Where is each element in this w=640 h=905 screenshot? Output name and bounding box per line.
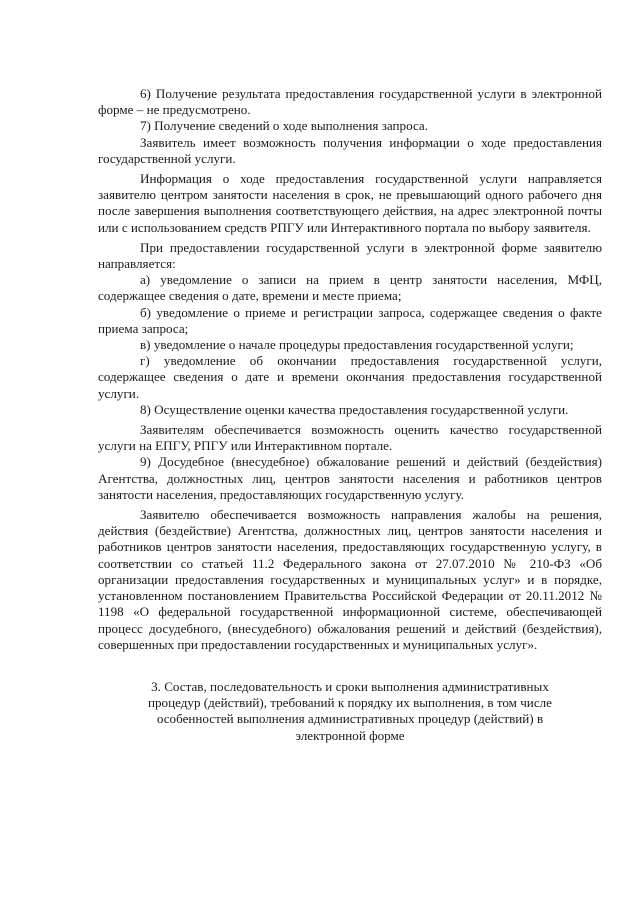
paragraph-applicant-info: Заявитель имеет возможность получения информации о ходе предоставления государственной услуги. xyxy=(98,134,602,166)
paragraph-9: 9) Досудебное (внесудебное) обжалование решений и действий (бездействия) Агентства, должностных лиц, центров занятости населения и работников центров занятости населения, предоставляющих государственную услугу. xyxy=(98,454,602,502)
paragraph-6: 6) Получение результата предоставления государственной услуги в электронной форме – не предусмотрено. xyxy=(98,86,602,118)
paragraph-notification-v: в) уведомление о начале процедуры предоставления государственной услуги; xyxy=(140,337,574,353)
heading-line: электронной форме xyxy=(295,727,405,743)
heading-line: 3. Состав, последовательность и сроки выполнения административных xyxy=(151,678,549,694)
paragraph-notifications-intro: При предоставлении государственной услуги в электронной форме заявителю направляется: xyxy=(98,239,602,272)
heading-line: процедур (действий), требований к порядку их выполнения, в том числе xyxy=(148,695,552,711)
paragraph-info-delivery: Информация о ходе предоставления государственной услуги направляется заявителю центром занятости населения в срок, не превышающий одного рабочего дня после завершения выполнения соответствующего действия, на адрес электронной почты или с использованием средств РПГУ или Интерактивного портала по выбору заявителя. xyxy=(98,171,602,235)
paragraph-7: 7) Получение сведений о ходе выполнения запроса. xyxy=(140,118,429,134)
paragraph-notification-a: а) уведомление о записи на прием в центр занятости населения, МФЦ, содержащее сведения о дате, времени и месте приема; xyxy=(98,272,602,304)
paragraph-quality-assessment: Заявителям обеспечивается возможность оценить качество государственной услуги на ЕПГУ, РПГУ или Интерактивном портале. xyxy=(98,422,602,454)
heading-line: особенностей выполнения административных процедур (действий) в xyxy=(156,711,544,727)
paragraph-complaint: Заявителю обеспечивается возможность направления жалобы на решения, действия (бездействие) Агентства, должностных лиц, центров занятости населения и работников центров занятости населения, предоставляющих государственную услугу, в соответствии со статьей 11.2 Федерального закона от 27.07.2010 № 210-ФЗ «Об организации предоставления государственных и муниципальных услуг» и в порядке, установленном постановлением Правительства Российской Федерации от 20.11.2012 № 1198 «О федеральной государственной информационной системе, обеспечивающей процесс досудебного, (внесудебного) обжалования решений и действий (бездействия), совершенных при предоставлении государственных и муниципальных услуг». xyxy=(98,507,602,652)
paragraph-notification-g: г) уведомление об окончании предоставления государственной услуги, содержащее сведения о дате и времени окончания предоставления государственной услуги. xyxy=(98,353,602,401)
section-3-heading xyxy=(98,679,602,744)
paragraph-notification-b: б) уведомление о приеме и регистрации запроса, содержащее сведения о факте приема запроса; xyxy=(98,304,602,336)
paragraph-8: 8) Осуществление оценки качества предоставления государственной услуги. xyxy=(140,401,569,417)
